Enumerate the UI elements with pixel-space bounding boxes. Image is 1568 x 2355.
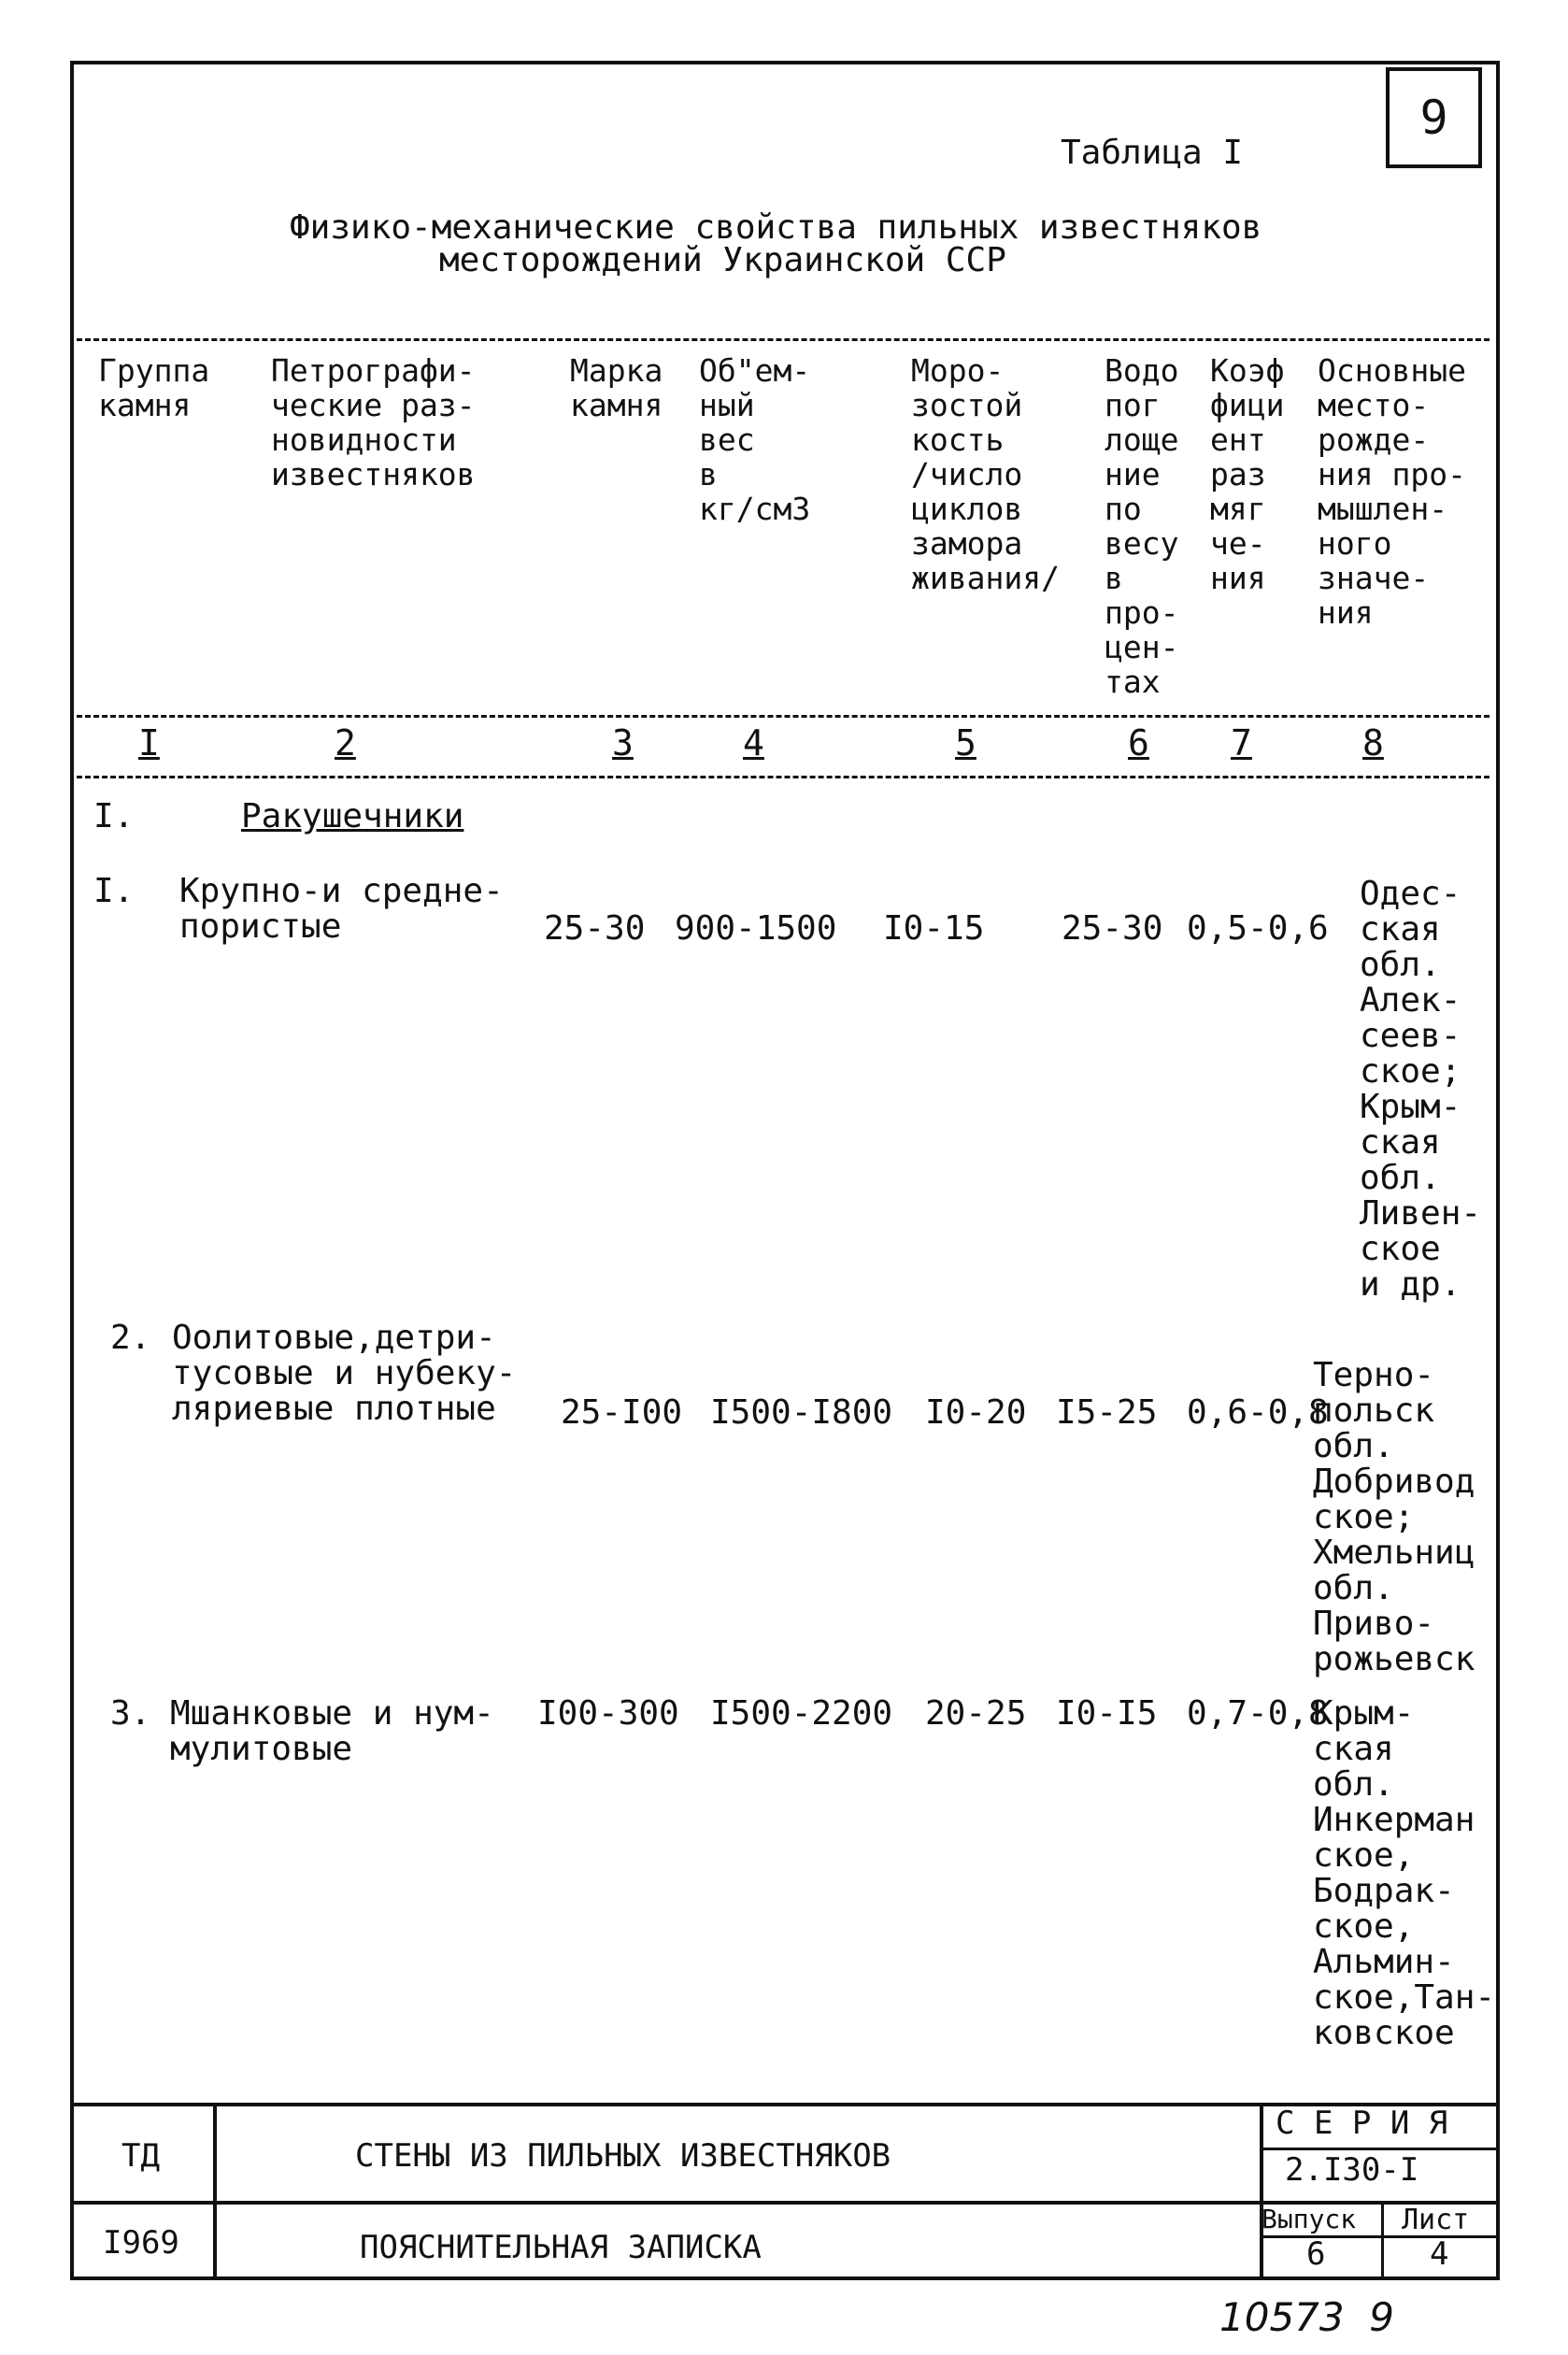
col-header-petro: Петрографи- ческие раз- новидности известняков (271, 352, 476, 492)
row-3-coef: 0,7-0,8 (1187, 1694, 1329, 1733)
row-3-name: Мшанковые и нум- мулитовые (170, 1694, 494, 1768)
header-top-rule (77, 338, 1490, 341)
row-3-water: I0-I5 (1056, 1694, 1158, 1733)
col-number-4: 4 (743, 722, 764, 764)
table-title-line-1: Физико-механические свойства пильных известняков (290, 208, 1262, 247)
stamp-title-2: ПОЯСНИТЕЛЬНАЯ ЗАПИСКА (360, 2229, 762, 2266)
row-2-mark: 25-I00 (561, 1393, 683, 1432)
stamp-issue-sheet-divider (1381, 2201, 1384, 2276)
col-number-1: I (138, 722, 160, 764)
stamp-code: ТД (121, 2137, 160, 2175)
row-1-name: Крупно-и средне- пористые (179, 872, 504, 946)
row-3-number: 3. (110, 1694, 151, 1733)
col-header-water: Водо пог лоще ние по весу в про- цен- тах (1105, 352, 1179, 700)
stamp-series-label: С Е Р И Я (1276, 2105, 1448, 2142)
col-header-mark: Марка камня (570, 352, 663, 423)
stamp-divider-right (1260, 2103, 1263, 2276)
row-2-coef: 0,6-0,8 (1187, 1393, 1329, 1432)
section-number: I. (93, 797, 135, 835)
row-3-frost: 20-25 (925, 1694, 1027, 1733)
col-header-group: Группа камня (98, 352, 210, 423)
handwritten-archive-number: 10573 9 (1219, 2294, 1395, 2340)
row-3-weight: I500-2200 (710, 1694, 893, 1733)
col-number-2: 2 (335, 722, 356, 764)
stamp-issue-value: 6 (1306, 2235, 1326, 2273)
row-1-frost: I0-15 (883, 909, 985, 948)
row-2-water: I5-25 (1056, 1393, 1158, 1432)
numbers-bottom-rule (77, 776, 1490, 778)
header-bottom-rule (77, 715, 1490, 718)
stamp-issue-label: Выпуск (1262, 2204, 1357, 2234)
stamp-year: I969 (103, 2224, 179, 2262)
col-header-frost: Моро- зостой кость /число циклов замора живания/ (911, 352, 1060, 596)
row-2-number: 2. (110, 1319, 151, 1357)
col-number-6: 6 (1128, 722, 1149, 764)
col-number-5: 5 (955, 722, 976, 764)
stamp-title-1: СТЕНЫ ИЗ ПИЛЬНЫХ ИЗВЕСТНЯКОВ (355, 2137, 891, 2175)
section-title: Ракушечники (241, 797, 464, 835)
row-2-frost: I0-20 (925, 1393, 1027, 1432)
row-2-weight: I500-I800 (710, 1393, 893, 1432)
row-3-mark: I00-300 (537, 1694, 679, 1733)
table-label: Таблица I (1061, 134, 1244, 172)
row-2-name: Оолитовые,детри- тусовые и нубеку- ляриевые плотные (172, 1319, 517, 1428)
row-1-water: 25-30 (1062, 909, 1163, 948)
col-number-7: 7 (1231, 722, 1252, 764)
col-number-3: 3 (612, 722, 634, 764)
row-1-coef: 0,5-0,6 (1187, 909, 1329, 948)
row-1-weight: 900-1500 (675, 909, 837, 948)
stamp-divider-left (213, 2103, 217, 2276)
col-header-coef: Коэф фици ент раз мяг че- ния (1210, 352, 1285, 596)
page-number: 9 (1386, 67, 1482, 168)
stamp-sheet-label: Лист (1402, 2204, 1470, 2236)
row-3-deposits: Крым- ская обл. Инкерман ское, Бодрак- ское, Альмин- ское,Тан- ковское (1313, 1694, 1496, 2052)
col-header-weight: Об"ем- ный вес в кг/см3 (699, 352, 811, 527)
col-header-deposits: Основные место- рожде- ния про- мышлен- ного значе- ния (1318, 352, 1466, 631)
row-1-deposits: Одес- ская обл. Алек- сеев- ское; Крым- ская обл. Ливен- ское и др. (1360, 875, 1482, 1304)
row-2-deposits: Терно- польск обл. Добривод ское; Хмельниц обл. Приво- рожьевск (1313, 1356, 1475, 1678)
col-number-8: 8 (1362, 722, 1384, 764)
stamp-issue-sheet-hrule (1260, 2148, 1496, 2150)
stamp-series-value: 2.I30-I (1285, 2151, 1419, 2189)
stamp-sheet-value: 4 (1430, 2235, 1449, 2273)
table-title-line-2: месторождений Украинской ССР (439, 241, 1006, 279)
row-1-number: I. (93, 872, 135, 910)
row-1-mark: 25-30 (544, 909, 646, 948)
